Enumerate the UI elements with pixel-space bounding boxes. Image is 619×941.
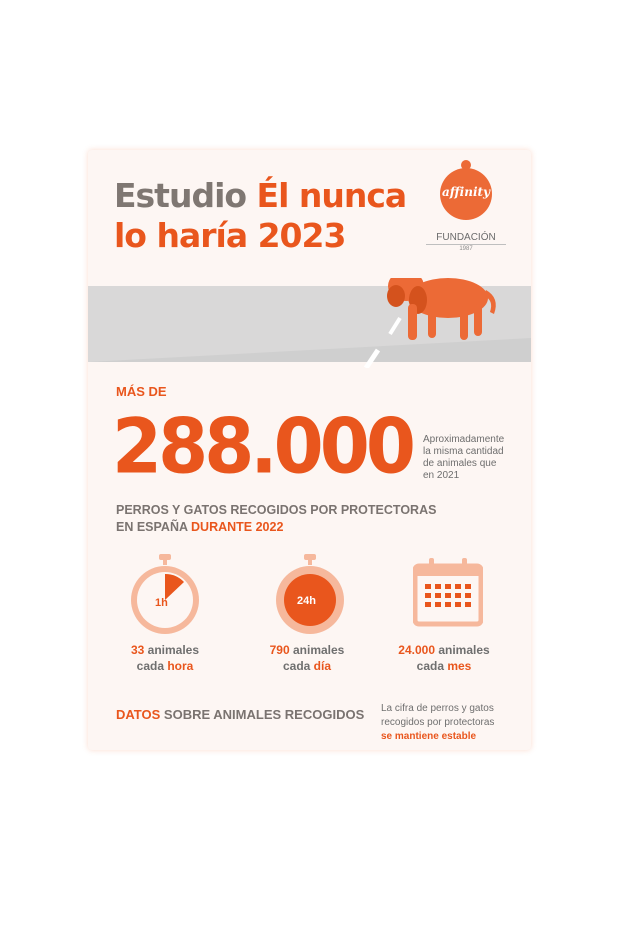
footer-note-line: La cifra de perros y gatos [381, 703, 494, 714]
stat-unit: animales [435, 643, 490, 657]
note-line: Aproximadamente [423, 434, 505, 445]
footer-heading-text: SOBRE ANIMALES RECOGIDOS [160, 707, 365, 722]
stat-unit: animales [144, 643, 200, 657]
stopwatch-day-icon [271, 552, 349, 638]
subtitle-line1: PERROS Y GATOS RECOGIDOS POR PROTECTORAS [116, 503, 437, 517]
stat-unit: animales [289, 643, 345, 657]
stat-period: mes [447, 659, 472, 673]
affinity-logo [440, 168, 492, 220]
footer-heading-highlight: DATOS [116, 707, 161, 722]
stat-number: 24.000 [398, 643, 435, 657]
road-illustration [88, 278, 531, 368]
page-title [114, 176, 406, 256]
footer-note-highlight: se mantiene estable [381, 731, 477, 742]
stat-period: hora [167, 659, 194, 673]
stat-number: 33 [130, 643, 145, 657]
stat-month [384, 642, 504, 674]
stat-number: 790 [269, 643, 290, 657]
title-part2: Él nunca [256, 176, 407, 215]
stat-cada: cada [136, 659, 168, 673]
calendar-icon [413, 558, 483, 628]
footer-note-line: recogidos por protectoras [381, 717, 495, 728]
footer-note [381, 702, 521, 744]
stopwatch-label: 1h [155, 597, 168, 609]
stat-cada: cada [416, 659, 448, 673]
infographic-card [88, 150, 531, 750]
stat-day [247, 642, 367, 674]
logo-foundation: FUNDACIÓN [436, 232, 496, 243]
big-number: 288.000 [112, 402, 412, 491]
stopwatch-label: 24h [297, 595, 316, 607]
logo-brand: affinity [441, 185, 491, 199]
title-part1: Estudio [114, 176, 257, 215]
prefix-label: MÁS DE [116, 384, 167, 399]
stat-hour [105, 642, 225, 674]
footer-heading [116, 707, 364, 722]
subtitle-highlight: DURANTE 2022 [191, 520, 284, 534]
note-line: de animales que [423, 458, 497, 469]
stopwatch-hour-icon [126, 552, 204, 638]
subtitle-text: EN ESPAÑA [116, 520, 192, 534]
title-line2: lo haría 2023 [114, 216, 346, 255]
stat-period: día [313, 659, 332, 673]
comparison-note [423, 434, 523, 482]
note-line: en 2021 [423, 470, 460, 481]
note-line: la misma cantidad [423, 446, 504, 457]
main-subtitle [116, 502, 436, 536]
stat-cada: cada [282, 659, 314, 673]
logo-year: 1987 [426, 244, 506, 252]
subtitle-line2 [116, 519, 436, 536]
